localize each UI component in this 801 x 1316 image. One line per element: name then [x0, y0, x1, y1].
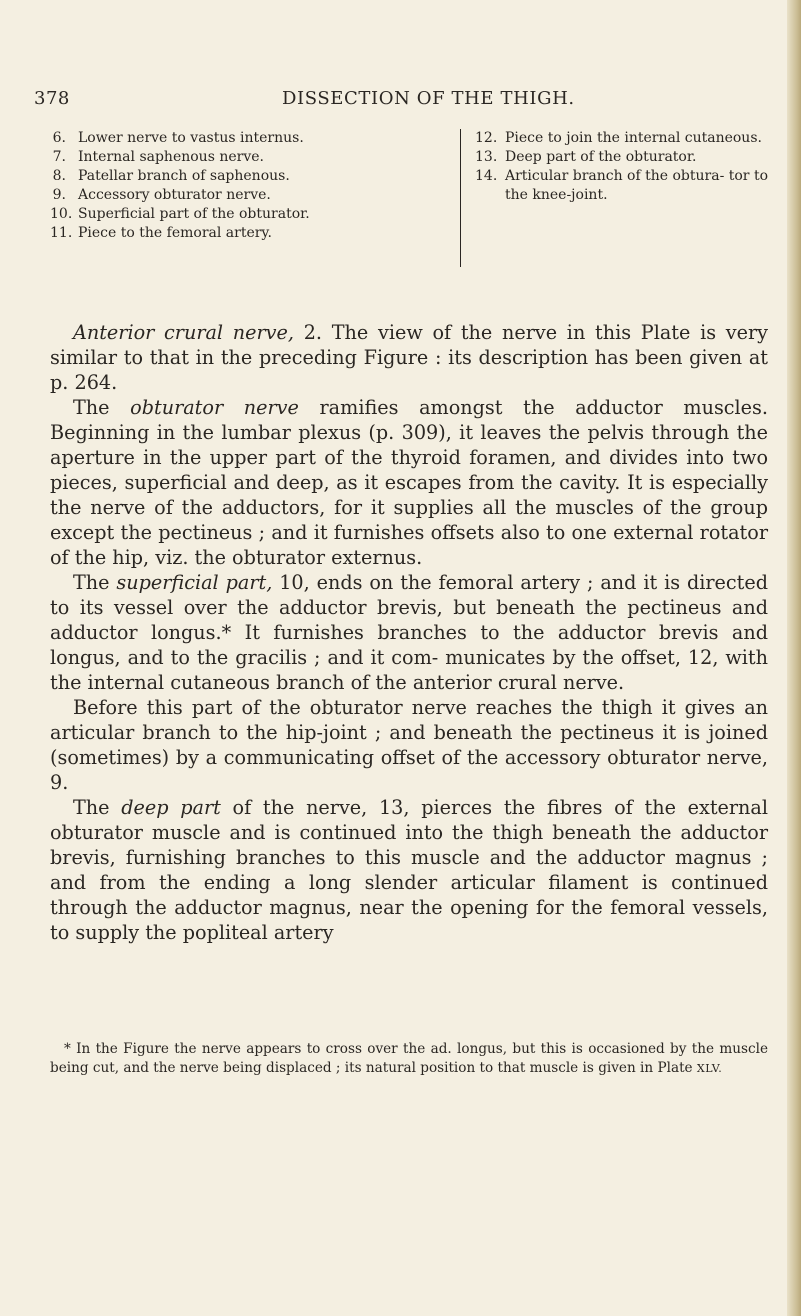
legend-left-column	[50, 129, 446, 243]
paragraph-anterior-crural: Anterior crural nerve, 2. The view of the nerve in this Plate is very similar to that in the preceding Figure : its description has been given at p. 264.	[50, 321, 769, 394]
paragraph-articular-branch: Before this part of the obturator nerve reaches the thigh it gives an articular branch to the hip-joint ; and beneath the pectineus it is joined (sometimes) by a communicating offset of the accessory obturator nerve, 9.	[50, 696, 768, 794]
legend-right-column	[460, 129, 775, 267]
footnote-text: * In the Figure the nerve appears to cross over the ad. longus, but this is occasioned by the muscle being cut, and the nerve being displaced ; its natural position to that muscle is given in Plate XLV.	[50, 1041, 768, 1076]
legend-item: 12. Piece to join the internal cutaneous.	[475, 130, 762, 146]
page-number: 378	[34, 88, 70, 109]
legend-item: 8. Patellar branch of saphenous.	[52, 168, 290, 184]
term-deep-part: deep part	[121, 796, 221, 819]
legend-item: 9. Accessory obturator nerve.	[52, 187, 271, 203]
legend-item: 13. Deep part of the obturator.	[475, 149, 697, 165]
paragraph-deep-part: The deep part of the nerve, 13, pierces the fibres of the external obturator muscle and is continued into the thigh beneath the adductor brevis, furnishing branches to this muscle and the adductor magnus ; and from the ending a long slender articular filament is continued through the adductor magnus, near the opening for the femoral vessels, to supply the popliteal artery	[50, 796, 768, 944]
term-anterior-crural: Anterior crural nerve,	[73, 321, 294, 344]
term-superficial-part: superficial part,	[116, 571, 273, 594]
plate-reference: XLV.	[696, 1062, 723, 1075]
legend-item: 14. Articular branch of the obtura- tor to the knee-joint.	[475, 168, 768, 203]
paragraph-obturator: The obturator nerve ramifies amongst the adductor muscles. Beginning in the lumbar plexus (p. 309), it leaves the pelvis through the aperture in the upper part of the thyroid foramen, and divides into two pieces, superficial and deep, as it escapes from the cavity. It is especially the nerve of the adductors, for it supplies all the muscles of the group except the pectineus ; and it furnishes offsets also to one external rotator of the hip, viz. the obturator externus.	[50, 396, 768, 569]
page-edge	[787, 0, 801, 1316]
running-head: DISSECTION OF THE THIGH.	[282, 88, 575, 109]
paragraph-superficial-part: The superficial part, 10, ends on the femoral artery ; and it is directed to its vessel over the adductor brevis, but beneath the pectineus and adductor longus.* It furnishes branches to the adductor brevis and longus, and to the gracilis ; and it com- municates by the offset, 12, with the internal cutaneous branch of the anterior crural nerve.	[50, 571, 768, 694]
legend-item: 10. Superficial part of the obturator.	[50, 206, 310, 222]
legend-item: 11. Piece to the femoral artery.	[50, 225, 272, 241]
legend-item: 7. Internal saphenous nerve.	[52, 149, 264, 165]
body-text	[50, 320, 768, 945]
term-obturator-nerve: obturator nerve	[130, 396, 299, 419]
page-header	[0, 88, 801, 118]
legend-item: 6. Lower nerve to vastus internus.	[52, 130, 304, 146]
footnote	[50, 1040, 768, 1078]
